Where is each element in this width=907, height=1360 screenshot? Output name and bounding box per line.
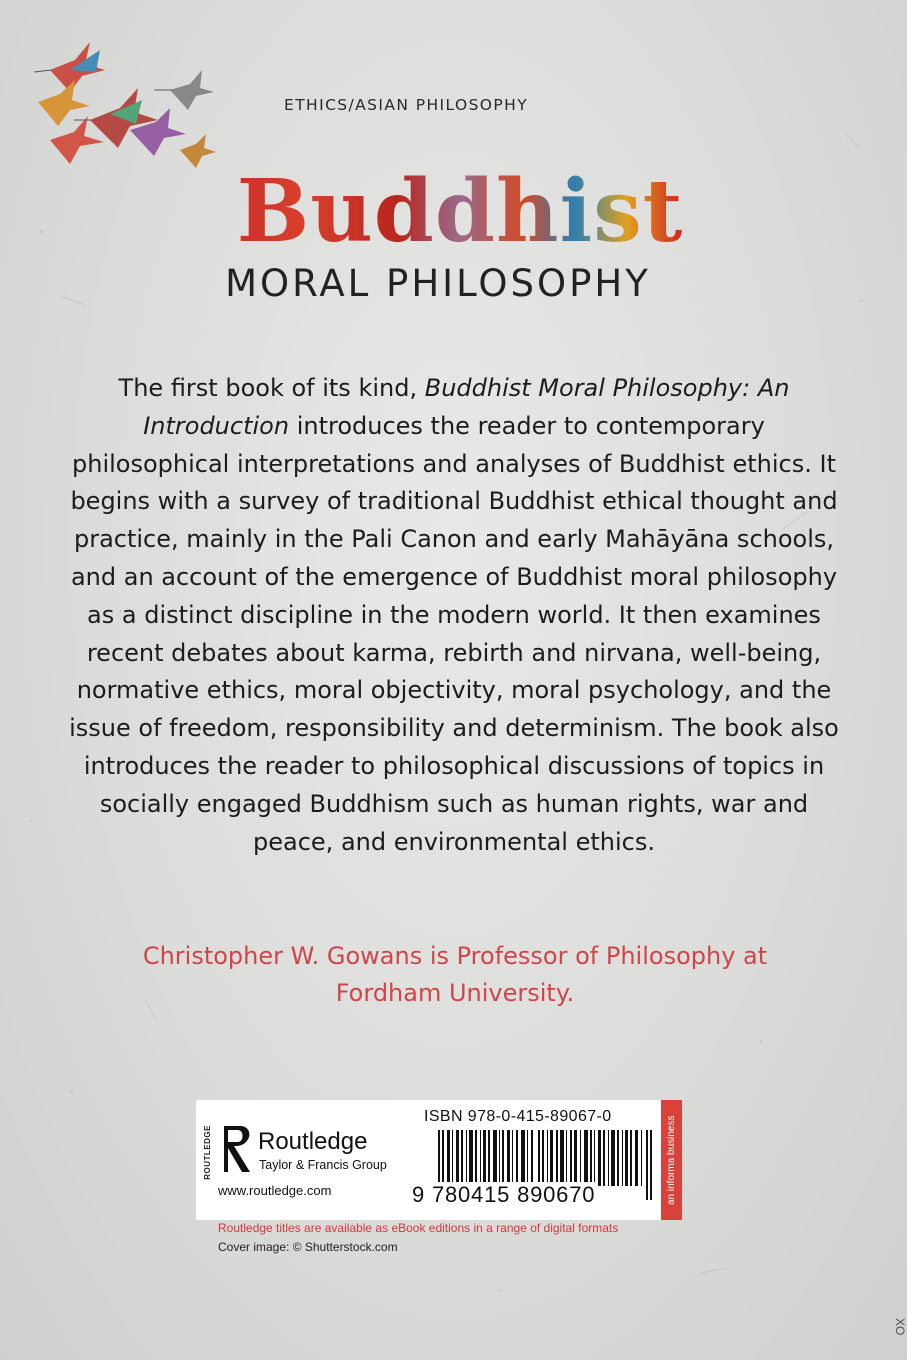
paper-speck bbox=[860, 300, 863, 302]
paper-fiber bbox=[61, 296, 86, 306]
paper-fiber bbox=[843, 132, 861, 150]
routledge-logo-icon bbox=[220, 1124, 254, 1174]
description-intro: The first book of its kind, bbox=[118, 374, 418, 402]
publisher-url: www.routledge.com bbox=[218, 1183, 332, 1198]
category-label: ETHICS/ASIAN PHILOSOPHY bbox=[284, 96, 529, 114]
publisher-name: Routledge bbox=[258, 1128, 368, 1155]
logo-side-text: ROUTLEDGE bbox=[203, 1125, 212, 1180]
description-title-italic: Buddhist Moral Philosophy: An Introduction bbox=[143, 374, 790, 440]
hummingbird-flock-icon bbox=[30, 30, 220, 180]
paper-speck bbox=[30, 820, 32, 822]
paper-speck bbox=[500, 1290, 502, 1292]
paper-fiber bbox=[700, 1268, 728, 1274]
isbn-label: ISBN 978-0-415-89067-0 bbox=[424, 1108, 612, 1125]
cover-credit: Cover image: © Shutterstock.com bbox=[218, 1240, 398, 1254]
spine-edge-text: XO bbox=[893, 1318, 907, 1336]
ebook-note: Routledge titles are available as eBook editions in a range of digital formats bbox=[218, 1221, 619, 1235]
barcode-digits: 9 780415 890670 bbox=[412, 1182, 596, 1207]
paper-speck bbox=[760, 1040, 762, 1043]
book-title: Buddhist bbox=[200, 162, 720, 262]
informa-tag: an informa business bbox=[666, 1115, 677, 1205]
publisher-group: Taylor & Francis Group bbox=[259, 1158, 387, 1172]
author-bio: Christopher W. Gowans is Professor of Philosophy at Fordham University. bbox=[142, 942, 768, 1007]
paper-speck bbox=[70, 1090, 73, 1093]
description-body: introduces the reader to contemporary philosophical interpretations and analyses of Buddhist ethics. It begins with a survey of traditional Buddhist ethical thought and practice, mainly in the Pali Canon and early Mahāyāna schools, and an account of the emergence of Buddhist moral philosophy as a distinct discipline in the modern world. It then examines recent debates about karma, rebirth and nirvana, well-being, normative ethics, moral objectivity, moral psychology, and the issue of freedom, responsibility and determinism. The book also introduces the reader to philosophical discussions of topics in socially engaged Buddhism such as human rights, war and peace, and environmental ethics. bbox=[69, 411, 839, 856]
paper-speck bbox=[40, 230, 43, 233]
publisher-panel bbox=[196, 1100, 682, 1220]
book-description bbox=[64, 370, 844, 861]
book-subtitle: MORAL PHILOSOPHY bbox=[225, 262, 651, 305]
